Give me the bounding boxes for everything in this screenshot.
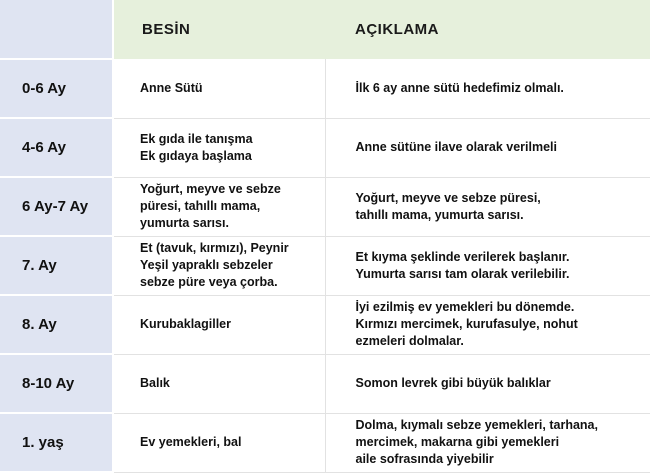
food-line: Ek gıdaya başlama (140, 148, 252, 163)
age-cell: 1. yaş (0, 413, 113, 472)
food-line: Yoğurt, meyve ve sebze (140, 182, 281, 196)
description-cell (325, 177, 650, 236)
description-line: Yumurta sarısı tam olarak verilebilir. (355, 266, 570, 281)
food-cell (113, 177, 325, 236)
food-line: püresi, tahıllı mama, (140, 199, 261, 213)
age-cell: 8. Ay (0, 295, 113, 354)
age-cell: 4-6 Ay (0, 118, 113, 177)
food-cell (113, 236, 325, 295)
description-line: tahıllı mama, yumurta sarısı. (355, 207, 524, 222)
description-line: Dolma, kıymalı sebze yemekleri, tarhana, (355, 418, 598, 432)
age-cell: 6 Ay-7 Ay (0, 177, 113, 236)
age-cell: 0-6 Ay (0, 59, 113, 118)
description-line: mercimek, makarna gibi yemekleri (355, 435, 560, 449)
food-line: Ek gıda ile tanışma (140, 131, 253, 146)
food-cell (113, 413, 325, 472)
table-row (0, 354, 650, 413)
table-row (0, 413, 650, 472)
description-line: İyi ezilmiş ev yemekleri bu dönemde. (355, 300, 575, 314)
description-line: Yoğurt, meyve ve sebze püresi, (355, 190, 541, 205)
food-cell (113, 118, 325, 177)
food-line: Ev yemekleri, bal (140, 435, 242, 449)
description-line: Kırmızı mercimek, kurufasulye, nohut (355, 317, 578, 331)
description-line: Anne sütüne ilave olarak verilmeli (355, 140, 557, 154)
table-row (0, 177, 650, 236)
description-cell (325, 354, 650, 413)
food-cell (113, 59, 325, 118)
food-cell (113, 354, 325, 413)
description-cell (325, 59, 650, 118)
food-line: Yeşil yapraklı sebzeler (140, 258, 273, 272)
description-line: İlk 6 ay anne sütü hedefimiz olmalı. (355, 80, 564, 95)
food-line: Et (tavuk, kırmızı), Peynir (140, 241, 289, 255)
table-header-row (0, 0, 650, 59)
header-corner-cell (0, 0, 113, 59)
description-line: ezmeleri dolmalar. (355, 334, 464, 348)
food-line: yumurta sarısı. (140, 216, 229, 230)
table-row (0, 295, 650, 354)
table-row (0, 236, 650, 295)
food-line: Anne Sütü (140, 80, 203, 95)
description-cell (325, 295, 650, 354)
description-line: Et kıyma şeklinde verilerek başlanır. (355, 249, 570, 264)
description-cell (325, 413, 650, 472)
food-line: Balık (140, 376, 170, 390)
age-cell: 7. Ay (0, 236, 113, 295)
food-line: Kurubaklagiller (140, 317, 231, 331)
column-header-food: BESİN (113, 0, 325, 59)
column-header-description: AÇIKLAMA (325, 0, 650, 59)
table-row (0, 118, 650, 177)
food-line: sebze püre veya çorba. (140, 275, 278, 289)
food-cell (113, 295, 325, 354)
description-line: aile sofrasında yiyebilir (355, 452, 494, 466)
description-cell (325, 236, 650, 295)
description-line: Somon levrek gibi büyük balıklar (355, 376, 551, 390)
description-cell (325, 118, 650, 177)
table-row (0, 59, 650, 118)
age-cell: 8-10 Ay (0, 354, 113, 413)
